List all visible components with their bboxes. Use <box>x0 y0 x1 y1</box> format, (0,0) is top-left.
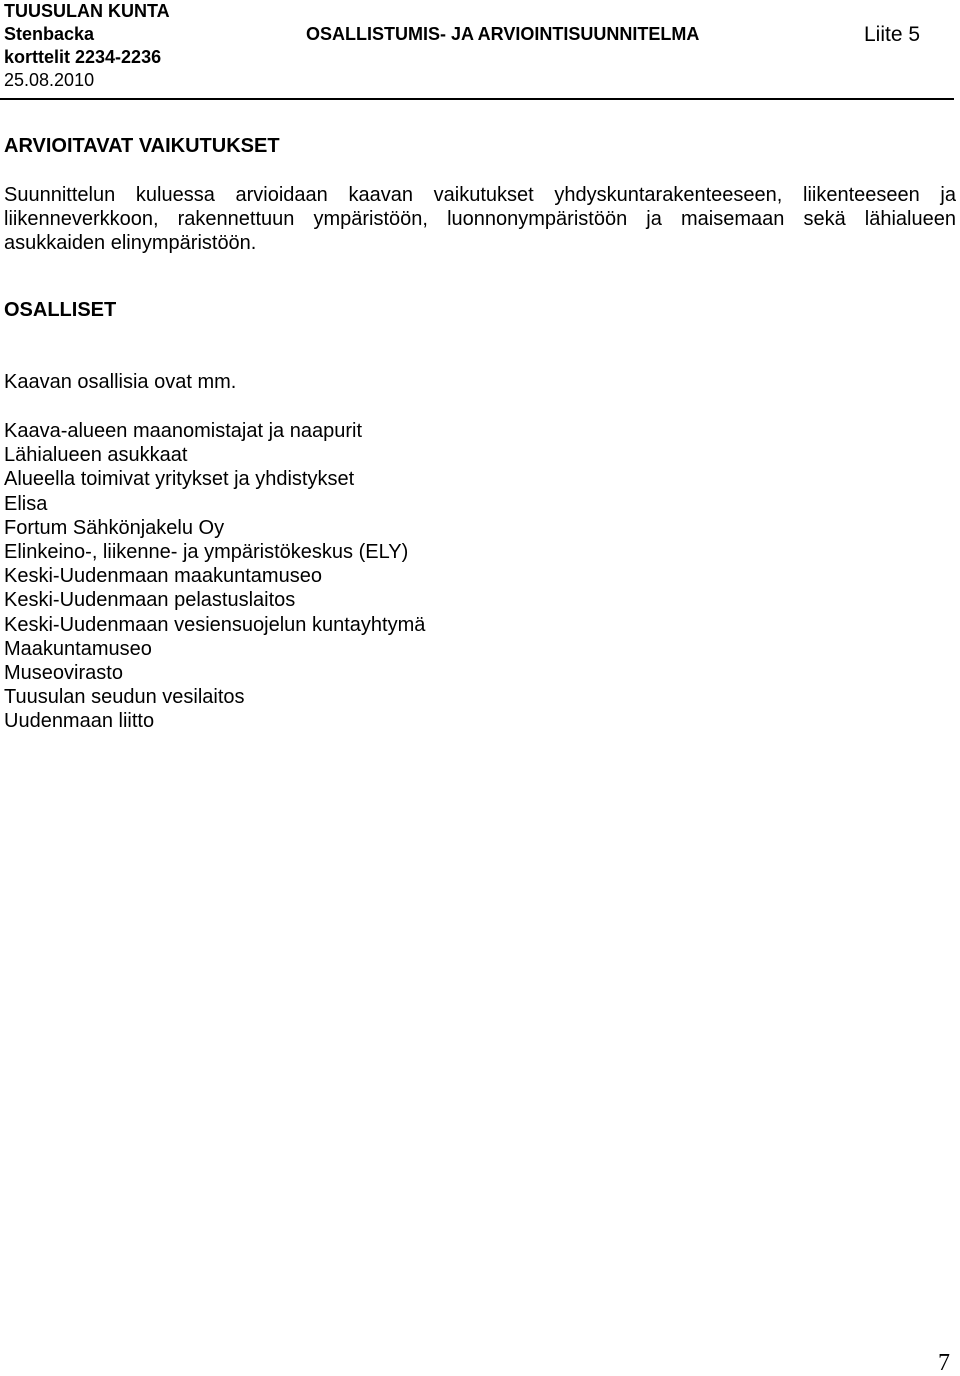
parties-list <box>4 419 425 734</box>
list-item: Uudenmaan liitto <box>4 710 155 733</box>
impacts-paragraph <box>4 183 956 255</box>
parties-lead: Kaavan osallisia ovat mm. <box>4 371 237 393</box>
document-title: OSALLISTUMIS- JA ARVIOINTISUUNNITELMA <box>306 24 700 44</box>
impacts-line: Suunnittelun kuluessa arvioidaan kaavan vaikutukset yhdyskuntarakenteeseen, liikenteeseen ja <box>4 184 956 206</box>
header-meta <box>4 0 170 92</box>
plan-blocks: korttelit 2234-2236 <box>4 47 162 67</box>
list-item: Fortum Sähkönjakelu Oy <box>4 516 225 539</box>
impacts-line: liikenneverkkoon, rakennettuun ympäristöön, luonnonympäristöön ja maisemaan sekä lähialueen <box>4 208 956 230</box>
list-item: Keski-Uudenmaan pelastuslaitos <box>4 589 296 612</box>
document-date: 25.08.2010 <box>4 70 95 90</box>
impacts-line: asukkaiden elinympäristöön. <box>4 232 257 254</box>
header-divider <box>0 98 954 100</box>
list-item: Elinkeino-, liikenne- ja ympäristökeskus (ELY) <box>4 541 409 564</box>
attachment-label: Liite 5 <box>864 23 921 46</box>
list-item: Alueella toimivat yritykset ja yhdistykset <box>4 468 355 491</box>
list-item: Elisa <box>4 492 48 515</box>
municipality-name: TUUSULAN KUNTA <box>4 1 170 21</box>
list-item: Keski-Uudenmaan vesiensuojelun kuntayhtymä <box>4 613 426 636</box>
list-item: Lähialueen asukkaat <box>4 444 188 467</box>
page-number: 7 <box>938 1350 950 1376</box>
list-item: Tuusulan seudun vesilaitos <box>4 686 245 709</box>
list-item: Kaava-alueen maanomistajat ja naapurit <box>4 420 362 442</box>
plan-area-name: Stenbacka <box>4 24 95 44</box>
parties-heading: OSALLISET <box>4 299 117 321</box>
list-item: Maakuntamuseo <box>4 637 152 660</box>
list-item: Keski-Uudenmaan maakuntamuseo <box>4 565 322 588</box>
impacts-heading: ARVIOITAVAT VAIKUTUKSET <box>4 135 280 157</box>
list-item: Museovirasto <box>4 662 123 685</box>
